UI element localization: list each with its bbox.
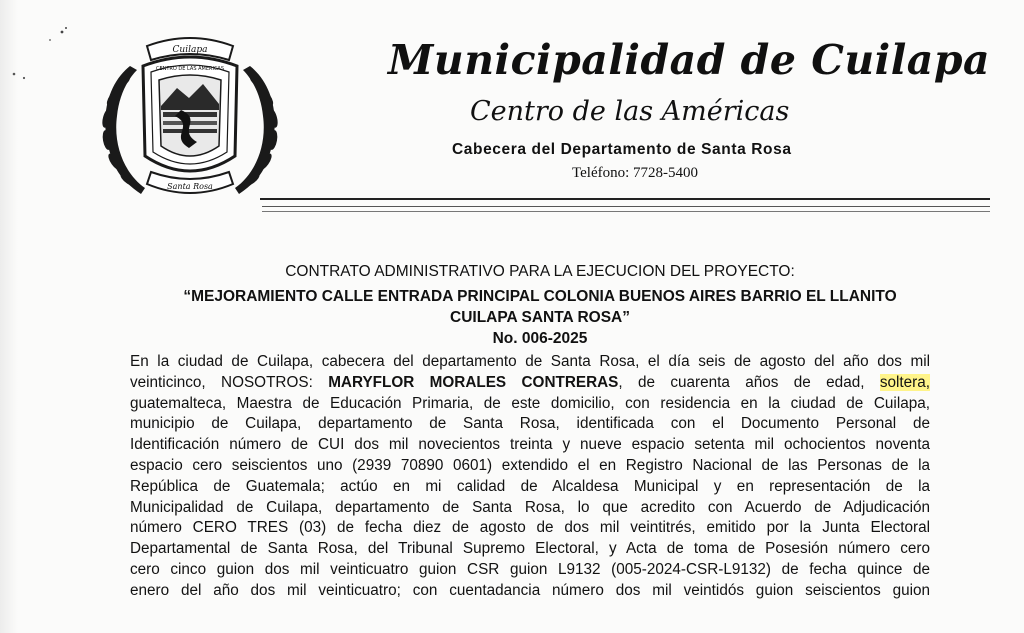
body-line [130,456,930,477]
body-line [130,477,930,498]
project-title-line-1: “MEJORAMIENTO CALLE ENTRADA PRINCIPAL COLONIA BUENOS AIRES BARRIO EL LLANITO [183,288,897,305]
scan-specks [6,18,76,88]
highlighted-text: soltera, [879,373,930,391]
body-text: , de cuarenta años de edad, [618,373,880,391]
header-rule-thin [262,206,990,207]
letterhead-department: Cabecera del Departamento de Santa Rosa [452,141,792,158]
body-text: Identificación número de CUI dos mil novecientos treinta y nueve espacio setenta mil ochocientos noventa [130,436,930,454]
body-text: cero cinco guion dos mil veinticuatro guion CSR guion L9132 (005-2024-CSR-L9132) de fecha quince de [130,560,930,578]
body-text: República de Guatemala; actúo en mi calidad de Alcaldesa Municipal y en representación de la [130,477,930,495]
contract-heading: CONTRATO ADMINISTRATIVO PARA LA EJECUCION DEL PROYECTO: [285,263,795,280]
body-line [130,414,930,435]
body-text: espacio cero seiscientos uno (2939 70890 0601) extendido el en Registro Nacional de las Personas de la [130,456,930,474]
body-line [130,581,930,602]
contract-number: No. 006-2025 [492,330,588,347]
body-text: municipio de Cuilapa, departamento de Santa Rosa, identificada con el Documento Personal de [130,415,930,433]
svg-text:CENTRO DE LAS AMERICAS: CENTRO DE LAS AMERICAS [155,66,225,72]
header-rule-thick [260,198,990,200]
body-line [130,498,930,519]
body-line [130,518,930,539]
body-text: veinticinco, NOSOTROS: [130,373,329,391]
letterhead-title: Municipalidad de Cuilapa [388,36,991,84]
body-line [130,539,930,560]
body-line [130,373,930,394]
body-text: número CERO TRES (03) de fecha diez de agosto de dos mil veintitrés, emitido por la Junta Electoral [130,519,930,537]
body-text: guatemalteca, Maestra de Educación Primaria, de este domicilio, con residencia en la ciudad de Cuilapa, [130,394,930,412]
body-line [130,394,930,415]
svg-text:Santa Rosa: Santa Rosa [167,182,213,191]
project-title-line-2: CUILAPA SANTA ROSA” [450,309,630,326]
body-text: Municipalidad de Cuilapa, departamento de Santa Rosa, lo que acredito con Acuerdo de Adjudicación [130,498,930,516]
body-line [130,560,930,581]
body-line [130,435,930,456]
body-text: Departamental de Santa Rosa, del Tribunal Supremo Electoral, y Acta de toma de Posesión número cero [130,540,930,558]
letterhead-subtitle: Centro de las Américas [470,96,790,127]
scan-edge-shadow [0,0,18,633]
signatory-name: MARYFLOR MORALES CONTRERAS [328,373,619,391]
body-text: enero del año dos mil veinticuatro; con cuentadancia número dos mil veintidós guion seiscientos guion [130,581,930,599]
body-text: En la ciudad de Cuilapa, cabecera del departamento de Santa Rosa, el día seis de agosto del año dos mil [130,353,930,370]
svg-text:Cuilapa: Cuilapa [172,45,208,55]
body-line [130,352,930,373]
contract-body-paragraph [130,352,930,602]
municipal-crest-logo [85,26,295,210]
letterhead-phone: Teléfono: 7728-5400 [572,165,699,181]
header-rule-thin-2 [262,211,990,212]
